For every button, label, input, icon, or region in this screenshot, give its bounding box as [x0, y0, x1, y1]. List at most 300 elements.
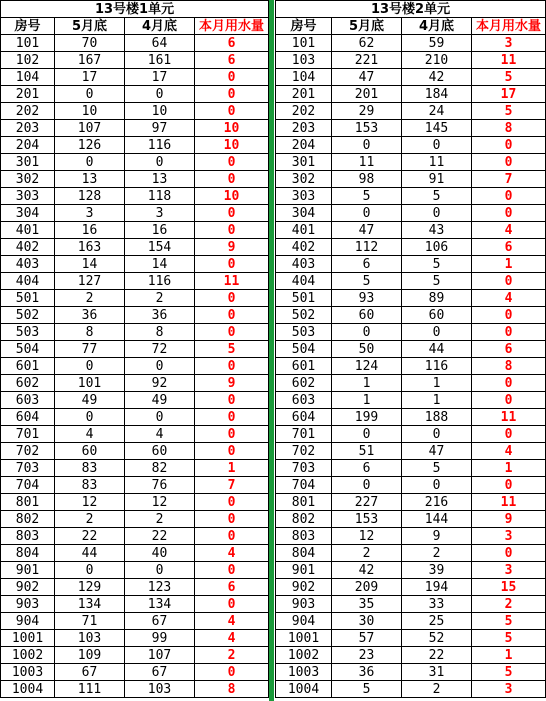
room-cell[interactable]: 1004	[276, 681, 332, 698]
may-reading-cell[interactable]: 10	[55, 103, 125, 120]
room-cell[interactable]: 803	[1, 528, 55, 545]
april-reading-cell[interactable]: 103	[125, 681, 195, 698]
april-reading-cell[interactable]: 12	[125, 494, 195, 511]
usage-cell[interactable]: 4	[195, 545, 269, 562]
usage-cell[interactable]: 8	[472, 120, 546, 137]
usage-cell[interactable]: 3	[472, 681, 546, 698]
april-reading-cell[interactable]: 67	[125, 613, 195, 630]
april-reading-cell[interactable]: 5	[402, 256, 472, 273]
room-cell[interactable]: 1002	[1, 647, 55, 664]
april-reading-cell[interactable]: 42	[402, 69, 472, 86]
usage-cell[interactable]: 11	[195, 273, 269, 290]
usage-cell[interactable]: 0	[472, 324, 546, 341]
room-cell[interactable]: 803	[276, 528, 332, 545]
may-reading-cell[interactable]: 11	[332, 154, 402, 171]
may-reading-cell[interactable]: 36	[332, 664, 402, 681]
room-cell[interactable]: 504	[276, 341, 332, 358]
header-monthly-usage[interactable]: 本月用水量	[195, 18, 269, 35]
usage-cell[interactable]: 0	[195, 562, 269, 579]
april-reading-cell[interactable]: 161	[125, 52, 195, 69]
april-reading-cell[interactable]: 4	[125, 426, 195, 443]
usage-cell[interactable]: 4	[195, 613, 269, 630]
may-reading-cell[interactable]: 1	[332, 392, 402, 409]
april-reading-cell[interactable]: 67	[125, 664, 195, 681]
usage-cell[interactable]: 0	[195, 443, 269, 460]
usage-cell[interactable]: 7	[195, 477, 269, 494]
room-cell[interactable]: 1004	[1, 681, 55, 698]
may-reading-cell[interactable]: 227	[332, 494, 402, 511]
usage-cell[interactable]: 10	[195, 188, 269, 205]
room-cell[interactable]: 204	[276, 137, 332, 154]
may-reading-cell[interactable]: 109	[55, 647, 125, 664]
room-cell[interactable]: 704	[276, 477, 332, 494]
may-reading-cell[interactable]: 0	[55, 562, 125, 579]
usage-cell[interactable]: 0	[472, 205, 546, 222]
room-cell[interactable]: 1001	[1, 630, 55, 647]
usage-cell[interactable]: 9	[195, 239, 269, 256]
april-reading-cell[interactable]: 13	[125, 171, 195, 188]
header-monthly-usage[interactable]: 本月用水量	[472, 18, 546, 35]
usage-cell[interactable]: 5	[472, 664, 546, 681]
room-cell[interactable]: 604	[276, 409, 332, 426]
april-reading-cell[interactable]: 92	[125, 375, 195, 392]
room-cell[interactable]: 203	[1, 120, 55, 137]
usage-cell[interactable]: 3	[472, 35, 546, 52]
april-reading-cell[interactable]: 72	[125, 341, 195, 358]
may-reading-cell[interactable]: 3	[55, 205, 125, 222]
room-cell[interactable]: 903	[276, 596, 332, 613]
may-reading-cell[interactable]: 51	[332, 443, 402, 460]
april-reading-cell[interactable]: 60	[125, 443, 195, 460]
may-reading-cell[interactable]: 4	[55, 426, 125, 443]
may-reading-cell[interactable]: 57	[332, 630, 402, 647]
usage-cell[interactable]: 8	[472, 358, 546, 375]
april-reading-cell[interactable]: 116	[402, 358, 472, 375]
april-reading-cell[interactable]: 24	[402, 103, 472, 120]
april-reading-cell[interactable]: 123	[125, 579, 195, 596]
may-reading-cell[interactable]: 0	[332, 426, 402, 443]
april-reading-cell[interactable]: 1	[402, 375, 472, 392]
room-cell[interactable]: 1002	[276, 647, 332, 664]
room-cell[interactable]: 301	[1, 154, 55, 171]
usage-cell[interactable]: 0	[195, 290, 269, 307]
april-reading-cell[interactable]: 64	[125, 35, 195, 52]
header-april-end[interactable]: 4月底	[402, 18, 472, 35]
room-cell[interactable]: 701	[1, 426, 55, 443]
april-reading-cell[interactable]: 145	[402, 120, 472, 137]
usage-cell[interactable]: 6	[195, 35, 269, 52]
room-cell[interactable]: 304	[1, 205, 55, 222]
usage-cell[interactable]: 0	[195, 426, 269, 443]
room-cell[interactable]: 701	[276, 426, 332, 443]
usage-cell[interactable]: 0	[195, 392, 269, 409]
usage-cell[interactable]: 15	[472, 579, 546, 596]
may-reading-cell[interactable]: 0	[55, 154, 125, 171]
may-reading-cell[interactable]: 93	[332, 290, 402, 307]
room-cell[interactable]: 101	[276, 35, 332, 52]
may-reading-cell[interactable]: 47	[332, 69, 402, 86]
header-room[interactable]: 房号	[276, 18, 332, 35]
may-reading-cell[interactable]: 0	[55, 409, 125, 426]
april-reading-cell[interactable]: 116	[125, 137, 195, 154]
april-reading-cell[interactable]: 154	[125, 239, 195, 256]
usage-cell[interactable]: 2	[472, 596, 546, 613]
usage-cell[interactable]: 6	[195, 52, 269, 69]
usage-cell[interactable]: 0	[195, 358, 269, 375]
may-reading-cell[interactable]: 44	[55, 545, 125, 562]
room-cell[interactable]: 804	[1, 545, 55, 562]
april-reading-cell[interactable]: 33	[402, 596, 472, 613]
header-april-end[interactable]: 4月底	[125, 18, 195, 35]
usage-cell[interactable]: 0	[195, 69, 269, 86]
april-reading-cell[interactable]: 22	[402, 647, 472, 664]
april-reading-cell[interactable]: 31	[402, 664, 472, 681]
may-reading-cell[interactable]: 49	[55, 392, 125, 409]
april-reading-cell[interactable]: 47	[402, 443, 472, 460]
room-cell[interactable]: 201	[276, 86, 332, 103]
room-cell[interactable]: 1001	[276, 630, 332, 647]
room-cell[interactable]: 401	[276, 222, 332, 239]
april-reading-cell[interactable]: 25	[402, 613, 472, 630]
may-reading-cell[interactable]: 6	[332, 460, 402, 477]
usage-cell[interactable]: 7	[472, 171, 546, 188]
usage-cell[interactable]: 0	[195, 664, 269, 681]
usage-cell[interactable]: 0	[195, 409, 269, 426]
usage-cell[interactable]: 10	[195, 120, 269, 137]
usage-cell[interactable]: 0	[195, 103, 269, 120]
room-cell[interactable]: 502	[276, 307, 332, 324]
unit2-title[interactable]: 13号楼2单元	[276, 1, 546, 18]
usage-cell[interactable]: 0	[472, 392, 546, 409]
may-reading-cell[interactable]: 16	[55, 222, 125, 239]
april-reading-cell[interactable]: 89	[402, 290, 472, 307]
may-reading-cell[interactable]: 0	[332, 205, 402, 222]
may-reading-cell[interactable]: 0	[332, 477, 402, 494]
room-cell[interactable]: 102	[1, 52, 55, 69]
room-cell[interactable]: 104	[1, 69, 55, 86]
usage-cell[interactable]: 9	[195, 375, 269, 392]
may-reading-cell[interactable]: 2	[332, 545, 402, 562]
may-reading-cell[interactable]: 83	[55, 460, 125, 477]
room-cell[interactable]: 402	[276, 239, 332, 256]
april-reading-cell[interactable]: 91	[402, 171, 472, 188]
april-reading-cell[interactable]: 39	[402, 562, 472, 579]
may-reading-cell[interactable]: 103	[55, 630, 125, 647]
april-reading-cell[interactable]: 60	[402, 307, 472, 324]
may-reading-cell[interactable]: 42	[332, 562, 402, 579]
april-reading-cell[interactable]: 59	[402, 35, 472, 52]
room-cell[interactable]: 604	[1, 409, 55, 426]
usage-cell[interactable]: 0	[195, 205, 269, 222]
may-reading-cell[interactable]: 12	[55, 494, 125, 511]
room-cell[interactable]: 504	[1, 341, 55, 358]
may-reading-cell[interactable]: 5	[332, 273, 402, 290]
room-cell[interactable]: 601	[276, 358, 332, 375]
april-reading-cell[interactable]: 82	[125, 460, 195, 477]
may-reading-cell[interactable]: 60	[55, 443, 125, 460]
april-reading-cell[interactable]: 5	[402, 273, 472, 290]
room-cell[interactable]: 903	[1, 596, 55, 613]
room-cell[interactable]: 103	[276, 52, 332, 69]
april-reading-cell[interactable]: 144	[402, 511, 472, 528]
usage-cell[interactable]: 4	[472, 222, 546, 239]
room-cell[interactable]: 1003	[1, 664, 55, 681]
usage-cell[interactable]: 0	[195, 324, 269, 341]
may-reading-cell[interactable]: 163	[55, 239, 125, 256]
usage-cell[interactable]: 0	[472, 477, 546, 494]
usage-cell[interactable]: 0	[195, 307, 269, 324]
room-cell[interactable]: 202	[1, 103, 55, 120]
may-reading-cell[interactable]: 83	[55, 477, 125, 494]
may-reading-cell[interactable]: 14	[55, 256, 125, 273]
april-reading-cell[interactable]: 43	[402, 222, 472, 239]
may-reading-cell[interactable]: 35	[332, 596, 402, 613]
room-cell[interactable]: 904	[1, 613, 55, 630]
may-reading-cell[interactable]: 124	[332, 358, 402, 375]
room-cell[interactable]: 601	[1, 358, 55, 375]
usage-cell[interactable]: 0	[472, 273, 546, 290]
may-reading-cell[interactable]: 0	[332, 137, 402, 154]
may-reading-cell[interactable]: 23	[332, 647, 402, 664]
april-reading-cell[interactable]: 0	[402, 205, 472, 222]
room-cell[interactable]: 603	[1, 392, 55, 409]
room-cell[interactable]: 503	[1, 324, 55, 341]
room-cell[interactable]: 801	[1, 494, 55, 511]
may-reading-cell[interactable]: 30	[332, 613, 402, 630]
usage-cell[interactable]: 0	[195, 222, 269, 239]
usage-cell[interactable]: 0	[472, 307, 546, 324]
april-reading-cell[interactable]: 14	[125, 256, 195, 273]
may-reading-cell[interactable]: 0	[55, 86, 125, 103]
may-reading-cell[interactable]: 98	[332, 171, 402, 188]
may-reading-cell[interactable]: 134	[55, 596, 125, 613]
april-reading-cell[interactable]: 0	[125, 86, 195, 103]
may-reading-cell[interactable]: 67	[55, 664, 125, 681]
may-reading-cell[interactable]: 47	[332, 222, 402, 239]
may-reading-cell[interactable]: 12	[332, 528, 402, 545]
april-reading-cell[interactable]: 107	[125, 647, 195, 664]
room-cell[interactable]: 302	[276, 171, 332, 188]
room-cell[interactable]: 904	[276, 613, 332, 630]
usage-cell[interactable]: 0	[195, 86, 269, 103]
room-cell[interactable]: 902	[1, 579, 55, 596]
header-may-end[interactable]: 5月底	[332, 18, 402, 35]
april-reading-cell[interactable]: 97	[125, 120, 195, 137]
usage-cell[interactable]: 0	[472, 545, 546, 562]
april-reading-cell[interactable]: 106	[402, 239, 472, 256]
april-reading-cell[interactable]: 194	[402, 579, 472, 596]
usage-cell[interactable]: 1	[195, 460, 269, 477]
april-reading-cell[interactable]: 99	[125, 630, 195, 647]
may-reading-cell[interactable]: 70	[55, 35, 125, 52]
may-reading-cell[interactable]: 5	[332, 188, 402, 205]
may-reading-cell[interactable]: 153	[332, 511, 402, 528]
usage-cell[interactable]: 17	[472, 86, 546, 103]
room-cell[interactable]: 404	[1, 273, 55, 290]
usage-cell[interactable]: 11	[472, 52, 546, 69]
usage-cell[interactable]: 5	[472, 630, 546, 647]
usage-cell[interactable]: 0	[472, 137, 546, 154]
usage-cell[interactable]: 4	[195, 630, 269, 647]
april-reading-cell[interactable]: 5	[402, 188, 472, 205]
may-reading-cell[interactable]: 199	[332, 409, 402, 426]
april-reading-cell[interactable]: 0	[125, 358, 195, 375]
april-reading-cell[interactable]: 2	[125, 290, 195, 307]
may-reading-cell[interactable]: 17	[55, 69, 125, 86]
usage-cell[interactable]: 0	[195, 511, 269, 528]
may-reading-cell[interactable]: 0	[55, 358, 125, 375]
april-reading-cell[interactable]: 49	[125, 392, 195, 409]
room-cell[interactable]: 802	[1, 511, 55, 528]
april-reading-cell[interactable]: 8	[125, 324, 195, 341]
april-reading-cell[interactable]: 16	[125, 222, 195, 239]
april-reading-cell[interactable]: 44	[402, 341, 472, 358]
april-reading-cell[interactable]: 210	[402, 52, 472, 69]
may-reading-cell[interactable]: 209	[332, 579, 402, 596]
room-cell[interactable]: 804	[276, 545, 332, 562]
april-reading-cell[interactable]: 2	[402, 681, 472, 698]
april-reading-cell[interactable]: 52	[402, 630, 472, 647]
room-cell[interactable]: 404	[276, 273, 332, 290]
room-cell[interactable]: 602	[1, 375, 55, 392]
room-cell[interactable]: 501	[1, 290, 55, 307]
header-room[interactable]: 房号	[1, 18, 55, 35]
room-cell[interactable]: 603	[276, 392, 332, 409]
april-reading-cell[interactable]: 1	[402, 392, 472, 409]
room-cell[interactable]: 704	[1, 477, 55, 494]
april-reading-cell[interactable]: 0	[402, 426, 472, 443]
room-cell[interactable]: 203	[276, 120, 332, 137]
april-reading-cell[interactable]: 118	[125, 188, 195, 205]
usage-cell[interactable]: 11	[472, 494, 546, 511]
may-reading-cell[interactable]: 2	[55, 511, 125, 528]
usage-cell[interactable]: 0	[472, 188, 546, 205]
room-cell[interactable]: 801	[276, 494, 332, 511]
room-cell[interactable]: 901	[1, 562, 55, 579]
room-cell[interactable]: 304	[276, 205, 332, 222]
room-cell[interactable]: 202	[276, 103, 332, 120]
usage-cell[interactable]: 0	[472, 375, 546, 392]
usage-cell[interactable]: 6	[472, 341, 546, 358]
usage-cell[interactable]: 10	[195, 137, 269, 154]
april-reading-cell[interactable]: 188	[402, 409, 472, 426]
may-reading-cell[interactable]: 8	[55, 324, 125, 341]
room-cell[interactable]: 503	[276, 324, 332, 341]
april-reading-cell[interactable]: 0	[125, 562, 195, 579]
april-reading-cell[interactable]: 11	[402, 154, 472, 171]
room-cell[interactable]: 501	[276, 290, 332, 307]
usage-cell[interactable]: 5	[472, 613, 546, 630]
room-cell[interactable]: 403	[1, 256, 55, 273]
room-cell[interactable]: 101	[1, 35, 55, 52]
april-reading-cell[interactable]: 10	[125, 103, 195, 120]
room-cell[interactable]: 502	[1, 307, 55, 324]
may-reading-cell[interactable]: 62	[332, 35, 402, 52]
may-reading-cell[interactable]: 6	[332, 256, 402, 273]
usage-cell[interactable]: 1	[472, 460, 546, 477]
usage-cell[interactable]: 4	[472, 443, 546, 460]
april-reading-cell[interactable]: 22	[125, 528, 195, 545]
may-reading-cell[interactable]: 1	[332, 375, 402, 392]
room-cell[interactable]: 802	[276, 511, 332, 528]
usage-cell[interactable]: 0	[195, 256, 269, 273]
april-reading-cell[interactable]: 0	[402, 477, 472, 494]
usage-cell[interactable]: 8	[195, 681, 269, 698]
room-cell[interactable]: 201	[1, 86, 55, 103]
april-reading-cell[interactable]: 40	[125, 545, 195, 562]
usage-cell[interactable]: 5	[195, 341, 269, 358]
usage-cell[interactable]: 2	[195, 647, 269, 664]
may-reading-cell[interactable]: 50	[332, 341, 402, 358]
may-reading-cell[interactable]: 201	[332, 86, 402, 103]
usage-cell[interactable]: 0	[195, 596, 269, 613]
room-cell[interactable]: 702	[1, 443, 55, 460]
usage-cell[interactable]: 0	[472, 426, 546, 443]
room-cell[interactable]: 702	[276, 443, 332, 460]
may-reading-cell[interactable]: 36	[55, 307, 125, 324]
may-reading-cell[interactable]: 77	[55, 341, 125, 358]
april-reading-cell[interactable]: 0	[402, 137, 472, 154]
room-cell[interactable]: 402	[1, 239, 55, 256]
room-cell[interactable]: 104	[276, 69, 332, 86]
room-cell[interactable]: 403	[276, 256, 332, 273]
usage-cell[interactable]: 0	[472, 154, 546, 171]
room-cell[interactable]: 302	[1, 171, 55, 188]
room-cell[interactable]: 703	[1, 460, 55, 477]
april-reading-cell[interactable]: 36	[125, 307, 195, 324]
may-reading-cell[interactable]: 2	[55, 290, 125, 307]
april-reading-cell[interactable]: 3	[125, 205, 195, 222]
april-reading-cell[interactable]: 216	[402, 494, 472, 511]
april-reading-cell[interactable]: 17	[125, 69, 195, 86]
usage-cell[interactable]: 0	[195, 154, 269, 171]
usage-cell[interactable]: 9	[472, 511, 546, 528]
room-cell[interactable]: 401	[1, 222, 55, 239]
usage-cell[interactable]: 3	[472, 528, 546, 545]
usage-cell[interactable]: 0	[195, 171, 269, 188]
may-reading-cell[interactable]: 5	[332, 681, 402, 698]
may-reading-cell[interactable]: 101	[55, 375, 125, 392]
room-cell[interactable]: 1003	[276, 664, 332, 681]
may-reading-cell[interactable]: 112	[332, 239, 402, 256]
usage-cell[interactable]: 0	[195, 528, 269, 545]
usage-cell[interactable]: 1	[472, 647, 546, 664]
may-reading-cell[interactable]: 29	[332, 103, 402, 120]
may-reading-cell[interactable]: 71	[55, 613, 125, 630]
april-reading-cell[interactable]: 0	[402, 324, 472, 341]
usage-cell[interactable]: 5	[472, 103, 546, 120]
room-cell[interactable]: 303	[1, 188, 55, 205]
room-cell[interactable]: 703	[276, 460, 332, 477]
room-cell[interactable]: 901	[276, 562, 332, 579]
april-reading-cell[interactable]: 0	[125, 409, 195, 426]
may-reading-cell[interactable]: 60	[332, 307, 402, 324]
usage-cell[interactable]: 0	[195, 494, 269, 511]
may-reading-cell[interactable]: 22	[55, 528, 125, 545]
room-cell[interactable]: 301	[276, 154, 332, 171]
may-reading-cell[interactable]: 107	[55, 120, 125, 137]
may-reading-cell[interactable]: 167	[55, 52, 125, 69]
usage-cell[interactable]: 11	[472, 409, 546, 426]
room-cell[interactable]: 902	[276, 579, 332, 596]
may-reading-cell[interactable]: 221	[332, 52, 402, 69]
may-reading-cell[interactable]: 127	[55, 273, 125, 290]
may-reading-cell[interactable]: 126	[55, 137, 125, 154]
may-reading-cell[interactable]: 0	[332, 324, 402, 341]
header-may-end[interactable]: 5月底	[55, 18, 125, 35]
april-reading-cell[interactable]: 0	[125, 154, 195, 171]
may-reading-cell[interactable]: 13	[55, 171, 125, 188]
